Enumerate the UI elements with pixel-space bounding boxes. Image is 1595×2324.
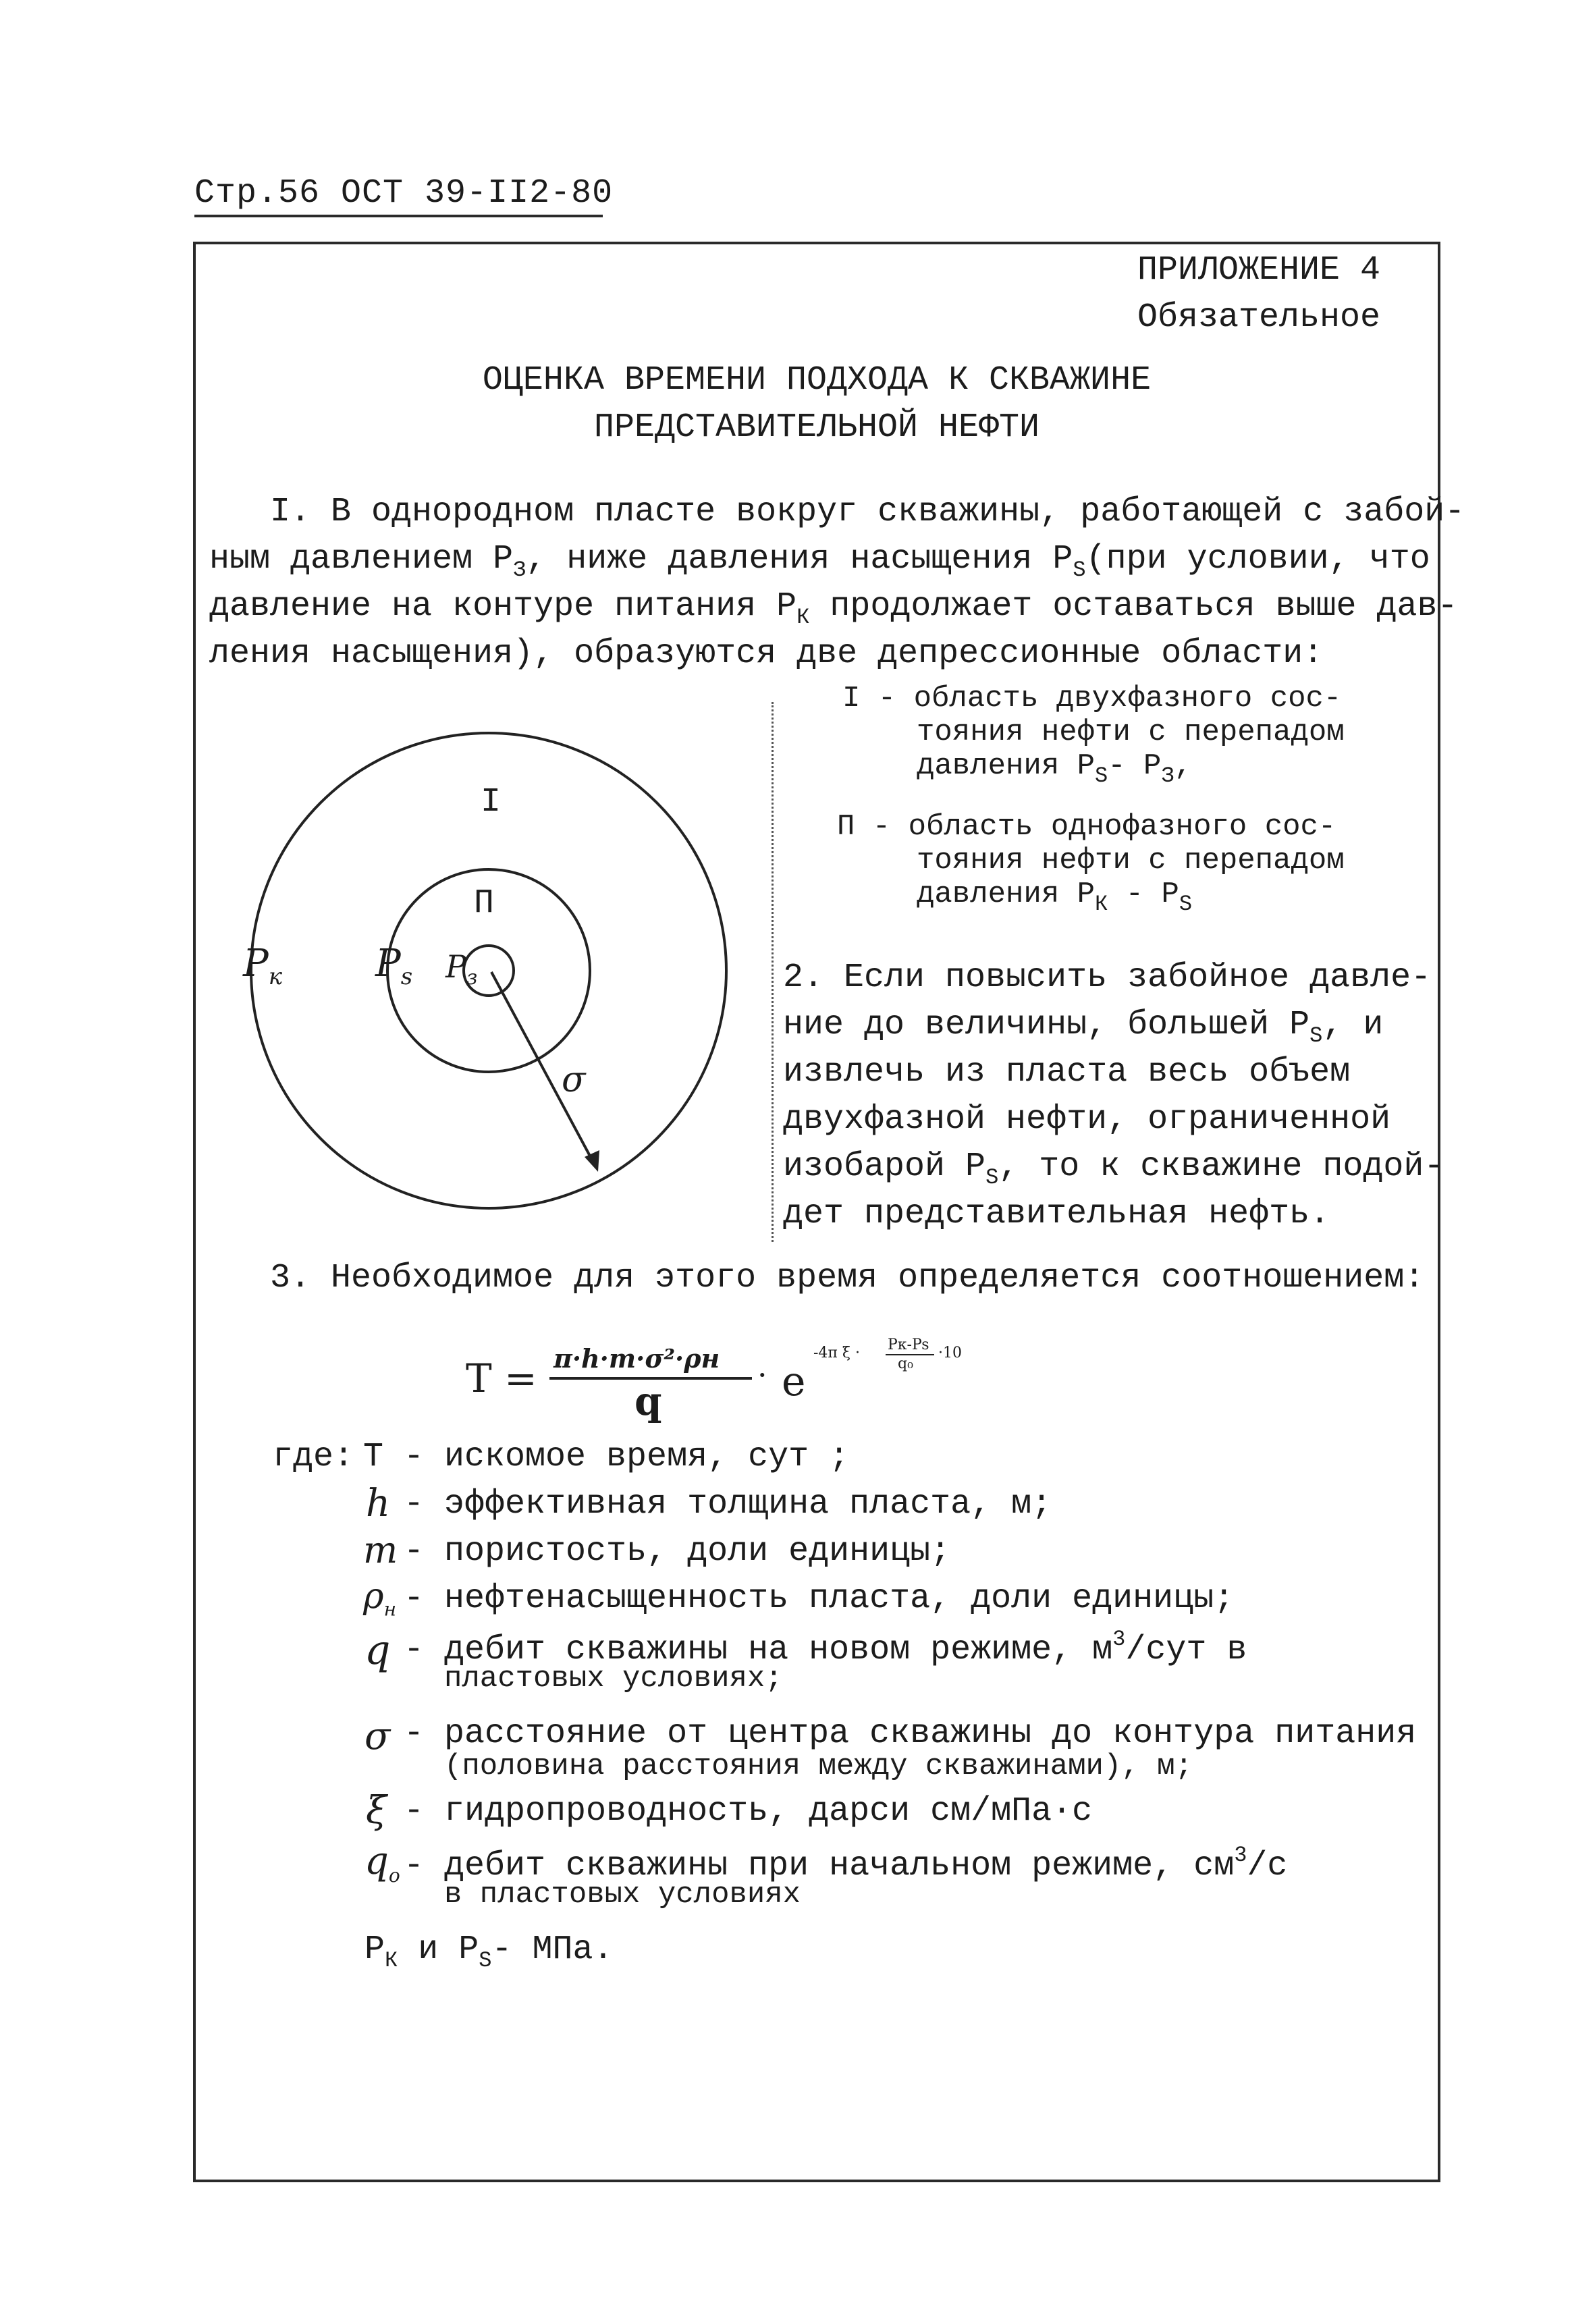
area1-line2: тояния нефти с перепадом [917, 715, 1345, 749]
para2-line1: 2. Если повысить забойное давле- [783, 958, 1432, 997]
page-header: Стр.56 ОСТ 39-II2-80 [194, 174, 614, 213]
formula-denominator: q [634, 1378, 662, 1424]
para3-text: 3. Необходимое для этого время определяется соотношением: [270, 1259, 1425, 1297]
def-T-text: - искомое время, сут ; [404, 1438, 850, 1476]
diagram-label-area2: П [474, 884, 495, 923]
def-m-symbol: m [363, 1529, 398, 1571]
title-line-1: ОЦЕНКА ВРЕМЕНИ ПОДХОДА К СКВАЖИНЕ [482, 361, 1152, 400]
para2-line4: двухфазной нефти, ограниченной [783, 1100, 1391, 1139]
appendix-status: Обязательное [1137, 298, 1381, 337]
para2-line2: ние до величины, большей $P_S$, и [783, 1006, 1384, 1048]
formula-exp-denominator: q₀ [898, 1355, 913, 1372]
area1-line1: I - область двухфазного сос- [842, 682, 1342, 715]
def-units: $P_К$ и $P_S-$ МПа. [364, 1930, 614, 1973]
diagram-label-sigma: σ [562, 1060, 586, 1100]
def-xi-text: - гидропроводность, дарси см/мПа·с [404, 1792, 1093, 1831]
para1-line2: ным давлением $P_З$, ниже давления насыщения $P_S(при$ условии, что [209, 540, 1430, 583]
formula-exp-numerator: Pк-Ps [888, 1336, 929, 1353]
def-q-text-1: - дебит скважины на новом режиме, $м^3$/сут в [404, 1627, 1247, 1669]
area1-line3: давления $P_S-$ $P_З$, [917, 749, 1193, 788]
para1-line4: ления насыщения), образуются две депрессионные области: [209, 634, 1324, 673]
diagram-label-area1: I [481, 783, 502, 821]
def-q0-text-2: в пластовых условиях [444, 1878, 801, 1912]
formula-numerator: π·h·m·σ²·ρн [553, 1343, 720, 1374]
def-q-text-2: пластовых условиях; [444, 1662, 783, 1696]
def-rho-text: - нефтенасыщенность пласта, доли единицы; [404, 1579, 1235, 1618]
diagram-label-pz: $P_з$ [445, 948, 478, 990]
def-rho-symbol: $\rho_н$ [363, 1576, 397, 1621]
area2-line2: тояния нефти с перепадом [917, 844, 1345, 877]
area2-line3: давления $P_К - P_S$ [917, 877, 1193, 917]
diagram-label-ps: $P_s$ [375, 942, 413, 991]
def-h-text: - эффективная толщина пласта, м; [404, 1485, 1052, 1523]
def-m-text: - пористость, доли единицы; [404, 1532, 951, 1571]
para1-line3: давление на контуре питания $P_К$ продолжает оставаться выше дав- [209, 587, 1458, 630]
def-sigma-text-2: (половина расстояния между скважинами), м; [444, 1750, 1193, 1783]
defs-where: где: [273, 1438, 354, 1476]
def-q0-text-1: - дебит скважины при начальном режиме, $см^3/с$ [404, 1843, 1288, 1885]
def-q-symbol: q [364, 1627, 391, 1674]
radius-arrowhead [585, 1150, 599, 1172]
def-sigma-text-1: - расстояние от центра скважины до контура питания [404, 1714, 1417, 1753]
formula-lhs: T = [466, 1355, 537, 1401]
formula-dot: · [757, 1357, 767, 1393]
formula-exponent: -4π ξ · [813, 1345, 860, 1361]
diagram-label-pk: $P_к$ [243, 942, 282, 991]
def-sigma-symbol: σ [364, 1714, 391, 1758]
def-h-symbol: h [366, 1482, 391, 1525]
formula-base: e [782, 1358, 806, 1405]
para2-line3: извлечь из пласта весь объем [783, 1053, 1351, 1091]
formula-exp-tail: ·10 [938, 1345, 962, 1361]
def-q0-symbol: $q_о$ [364, 1839, 400, 1887]
para2-line6: дет представительная нефть. [783, 1195, 1330, 1233]
def-T-symbol: T [363, 1438, 384, 1476]
para1-line1: I. В однородном пласте вокруг скважины, работающей с забой- [270, 493, 1465, 531]
title-line-2: ПРЕДСТАВИТЕЛЬНОЙ НЕФТИ [593, 408, 1040, 447]
para2-line5: изобарой $P_S$, то к скважине подой- [783, 1147, 1444, 1190]
appendix-label: ПРИЛОЖЕНИЕ 4 [1137, 251, 1381, 290]
def-xi-symbol: ξ [366, 1789, 387, 1833]
area2-line1: П - область однофазного сос- [837, 810, 1336, 844]
